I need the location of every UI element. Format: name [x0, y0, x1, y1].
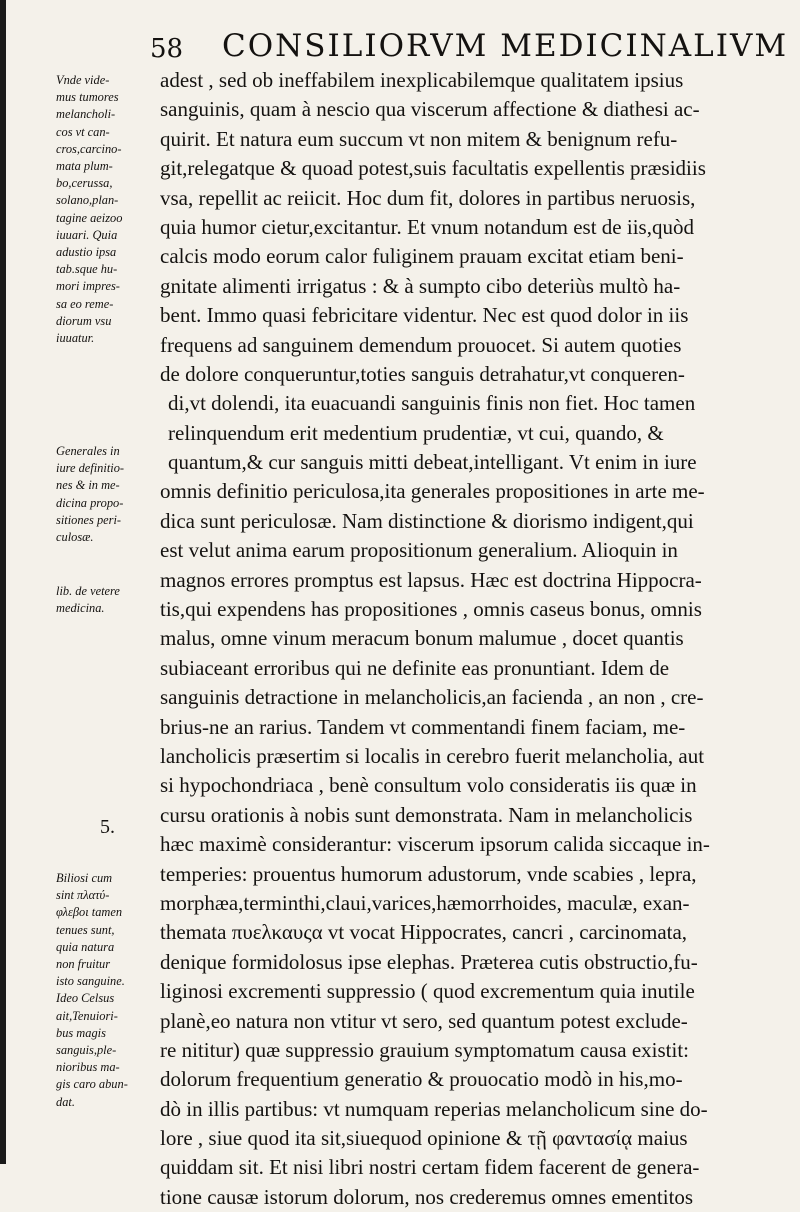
note-line: cos vt can- — [56, 124, 110, 139]
text-line: est velut anima earum propositionum generalium. Alioquin in — [160, 538, 678, 563]
text-line: subiaceant erroribus qui ne definite eas pronuntiant. Idem de — [160, 655, 670, 680]
note-line: mata plum- — [56, 159, 113, 174]
text-line: dò in illis partibus: vt numquam reperias melancholicum sine do- — [160, 1096, 708, 1121]
text-line: relinquendum erit medentium prudentiæ, vt cui, quando, & — [168, 420, 664, 445]
note-line: dicina propo- — [56, 495, 124, 510]
text-line: lore , siue quod ita sit,siuequod opinione & τῇ φαντασίᾳ maius — [160, 1126, 688, 1151]
text-line: de dolore conqueruntur,toties sanguis detrahatur,vt conqueren- — [160, 361, 685, 386]
text-line: gnitate alimenti irrigatus : & à sumpto cibo deteriùs multò ha- — [160, 273, 681, 298]
note-line: iure definitio- — [56, 461, 125, 476]
note-line: nes & in me- — [56, 478, 120, 493]
note-line: tab.sque hu- — [56, 262, 118, 277]
note-line: mus tumores — [56, 90, 119, 105]
text-line: tis,qui expendens has propositiones , omnis caseus bonus, omnis — [160, 597, 702, 622]
text-line: temperies: prouentus humorum adustorum, vnde scabies , lepra, — [160, 861, 697, 886]
note-line: non fruitur — [56, 957, 111, 972]
marginal-note-biliosi — [56, 870, 156, 1111]
binding-gutter — [0, 0, 6, 1164]
note-line: diorum vsu — [56, 313, 112, 328]
note-line: cros,carcino- — [56, 141, 122, 156]
note-line: quia natura — [56, 939, 115, 954]
text-line: malus, omne vinum meracum bonum malumue , docet quantis — [160, 626, 684, 651]
text-line: quantum,& cur sanguis mitti debeat,intelligant. Vt enim in iure — [168, 450, 697, 475]
marginal-note-tumores — [56, 72, 156, 347]
text-line: planè,eo natura non vtitur vt sero, sed quantum potest exclude- — [160, 1008, 688, 1033]
text-line: re nititur) quæ suppressio grauium symptomatum causa existit: — [160, 1037, 690, 1062]
text-line: liginosi excrementi suppressio ( quod excrementum quia inutile — [160, 979, 695, 1004]
page-number: 58 — [150, 34, 184, 64]
note-line: Generales in — [56, 444, 120, 458]
text-line: omnis definitio periculosa,ita generales propositiones in arte me- — [160, 479, 705, 504]
note-line: φλεβοι tamen — [56, 905, 123, 920]
text-line: morphæa,terminthi,claui,varices,hæmorrhoides, maculæ, exan- — [160, 890, 690, 915]
note-line: solano,plan- — [56, 193, 119, 208]
note-line: Ideo Celsus — [56, 991, 115, 1006]
note-line: ait,Tenuiori- — [56, 1008, 118, 1023]
note-line: nioribus ma- — [56, 1060, 120, 1075]
note-line: Biliosi cum — [56, 871, 113, 885]
note-line: iuuari. Quia — [56, 227, 118, 242]
note-line: sanguis,ple- — [56, 1043, 117, 1058]
text-line: adest , sed ob ineffabilem inexplicabilemque qualitatem ipsius — [160, 68, 684, 92]
page-header — [0, 22, 800, 66]
text-line: lancholicis præsertim si localis in cerebro fuerit melancholia, aut — [160, 743, 705, 768]
text-line: frequens ad sanguinem demendum prouocet. Si autem quoties — [160, 332, 682, 357]
note-line: sint πλατύ- — [56, 888, 110, 903]
text-line: si hypochondriaca , benè consultum volo consideratis iis quæ in — [160, 773, 697, 798]
text-line: brius-ne an rarius. Tandem vt commentandi finem faciam, me- — [160, 714, 686, 739]
note-line: medicina. — [56, 601, 105, 616]
note-line: adustio ipsa — [56, 245, 117, 260]
note-line: tenues sunt, — [56, 922, 115, 937]
note-line: mori impres- — [56, 279, 120, 294]
note-line: iuuatur. — [56, 331, 95, 346]
text-line: sanguinis detractione in melancholicis,an facienda , an non , cre- — [160, 685, 704, 710]
note-line: isto sanguine. — [56, 974, 125, 989]
text-line: denique formidolosus ipse elephas. Præterea cutis obstructio,fu- — [160, 949, 698, 974]
main-text — [160, 66, 772, 1212]
note-line: bus magis — [56, 1025, 106, 1040]
text-line: vsa, repellit ac reiicit. Hoc dum fit, dolores in partibus neruosis, — [160, 185, 696, 210]
marginal-note-generales — [56, 443, 156, 546]
marginal-note-lib-vetere — [56, 583, 156, 617]
text-line: calcis modo eorum calor fuliginem prauam excitat etiam beni- — [160, 244, 684, 269]
text-line: cursu orationis à nobis sunt demonstrata. Nam in melancholicis — [160, 802, 693, 827]
text-line: dica sunt periculosæ. Nam distinctione & diorismo indigent,qui — [160, 508, 694, 533]
text-line: sanguinis, quam à nescio qua viscerum affectione & diathesi ac- — [160, 97, 700, 122]
note-line: tagine aeizoo — [56, 210, 123, 225]
note-line: lib. de vetere — [56, 584, 120, 598]
running-title: CONSILIORVM MEDICINALIVM — [222, 28, 789, 64]
text-line: magnos errores promptus est lapsus. Hæc est doctrina Hippocra- — [160, 567, 702, 592]
text-line: quia humor cietur,excitantur. Et vnum notandum est de iis,quòd — [160, 214, 694, 239]
text-line: quiddam sit. Et nisi libri nostri certam fidem facerent de genera- — [160, 1155, 700, 1180]
text-line: di,vt dolendi, ita euacuandi sanguinis finis non fiet. Hoc tamen — [168, 391, 696, 416]
text-line: bent. Immo quasi febricitare videntur. Nec est quod dolor in iis — [160, 303, 689, 328]
text-line: quirit. Et natura eum succum vt non mitem & benignum refu- — [160, 126, 678, 151]
text-line: git,relegatque & quoad potest,suis facultatis expellentis præsidiis — [160, 156, 706, 181]
text-line: dolorum frequentium generatio & prouocatio modò in his,mo- — [160, 1067, 683, 1092]
note-line: bo,cerussa, — [56, 176, 113, 191]
text-line: tione causæ istorum dolorum, nos crederemus omnes ementitos — [160, 1184, 694, 1209]
note-line: sitiones peri- — [56, 512, 122, 527]
text-line: hæc maximè considerantur: viscerum ipsorum calida siccaque in- — [160, 832, 710, 857]
text-line: themata πυελκαυςα vt vocat Hippocrates, cancri , carcinomata, — [160, 920, 688, 945]
note-line: melancholi- — [56, 107, 116, 122]
note-line: dat. — [56, 1094, 75, 1109]
margin-marker: 5. — [100, 816, 115, 838]
note-line: gis caro abun- — [56, 1077, 128, 1092]
note-line: culosæ. — [56, 530, 94, 545]
note-line: Vnde vide- — [56, 73, 110, 87]
note-line: sa eo reme- — [56, 296, 114, 311]
